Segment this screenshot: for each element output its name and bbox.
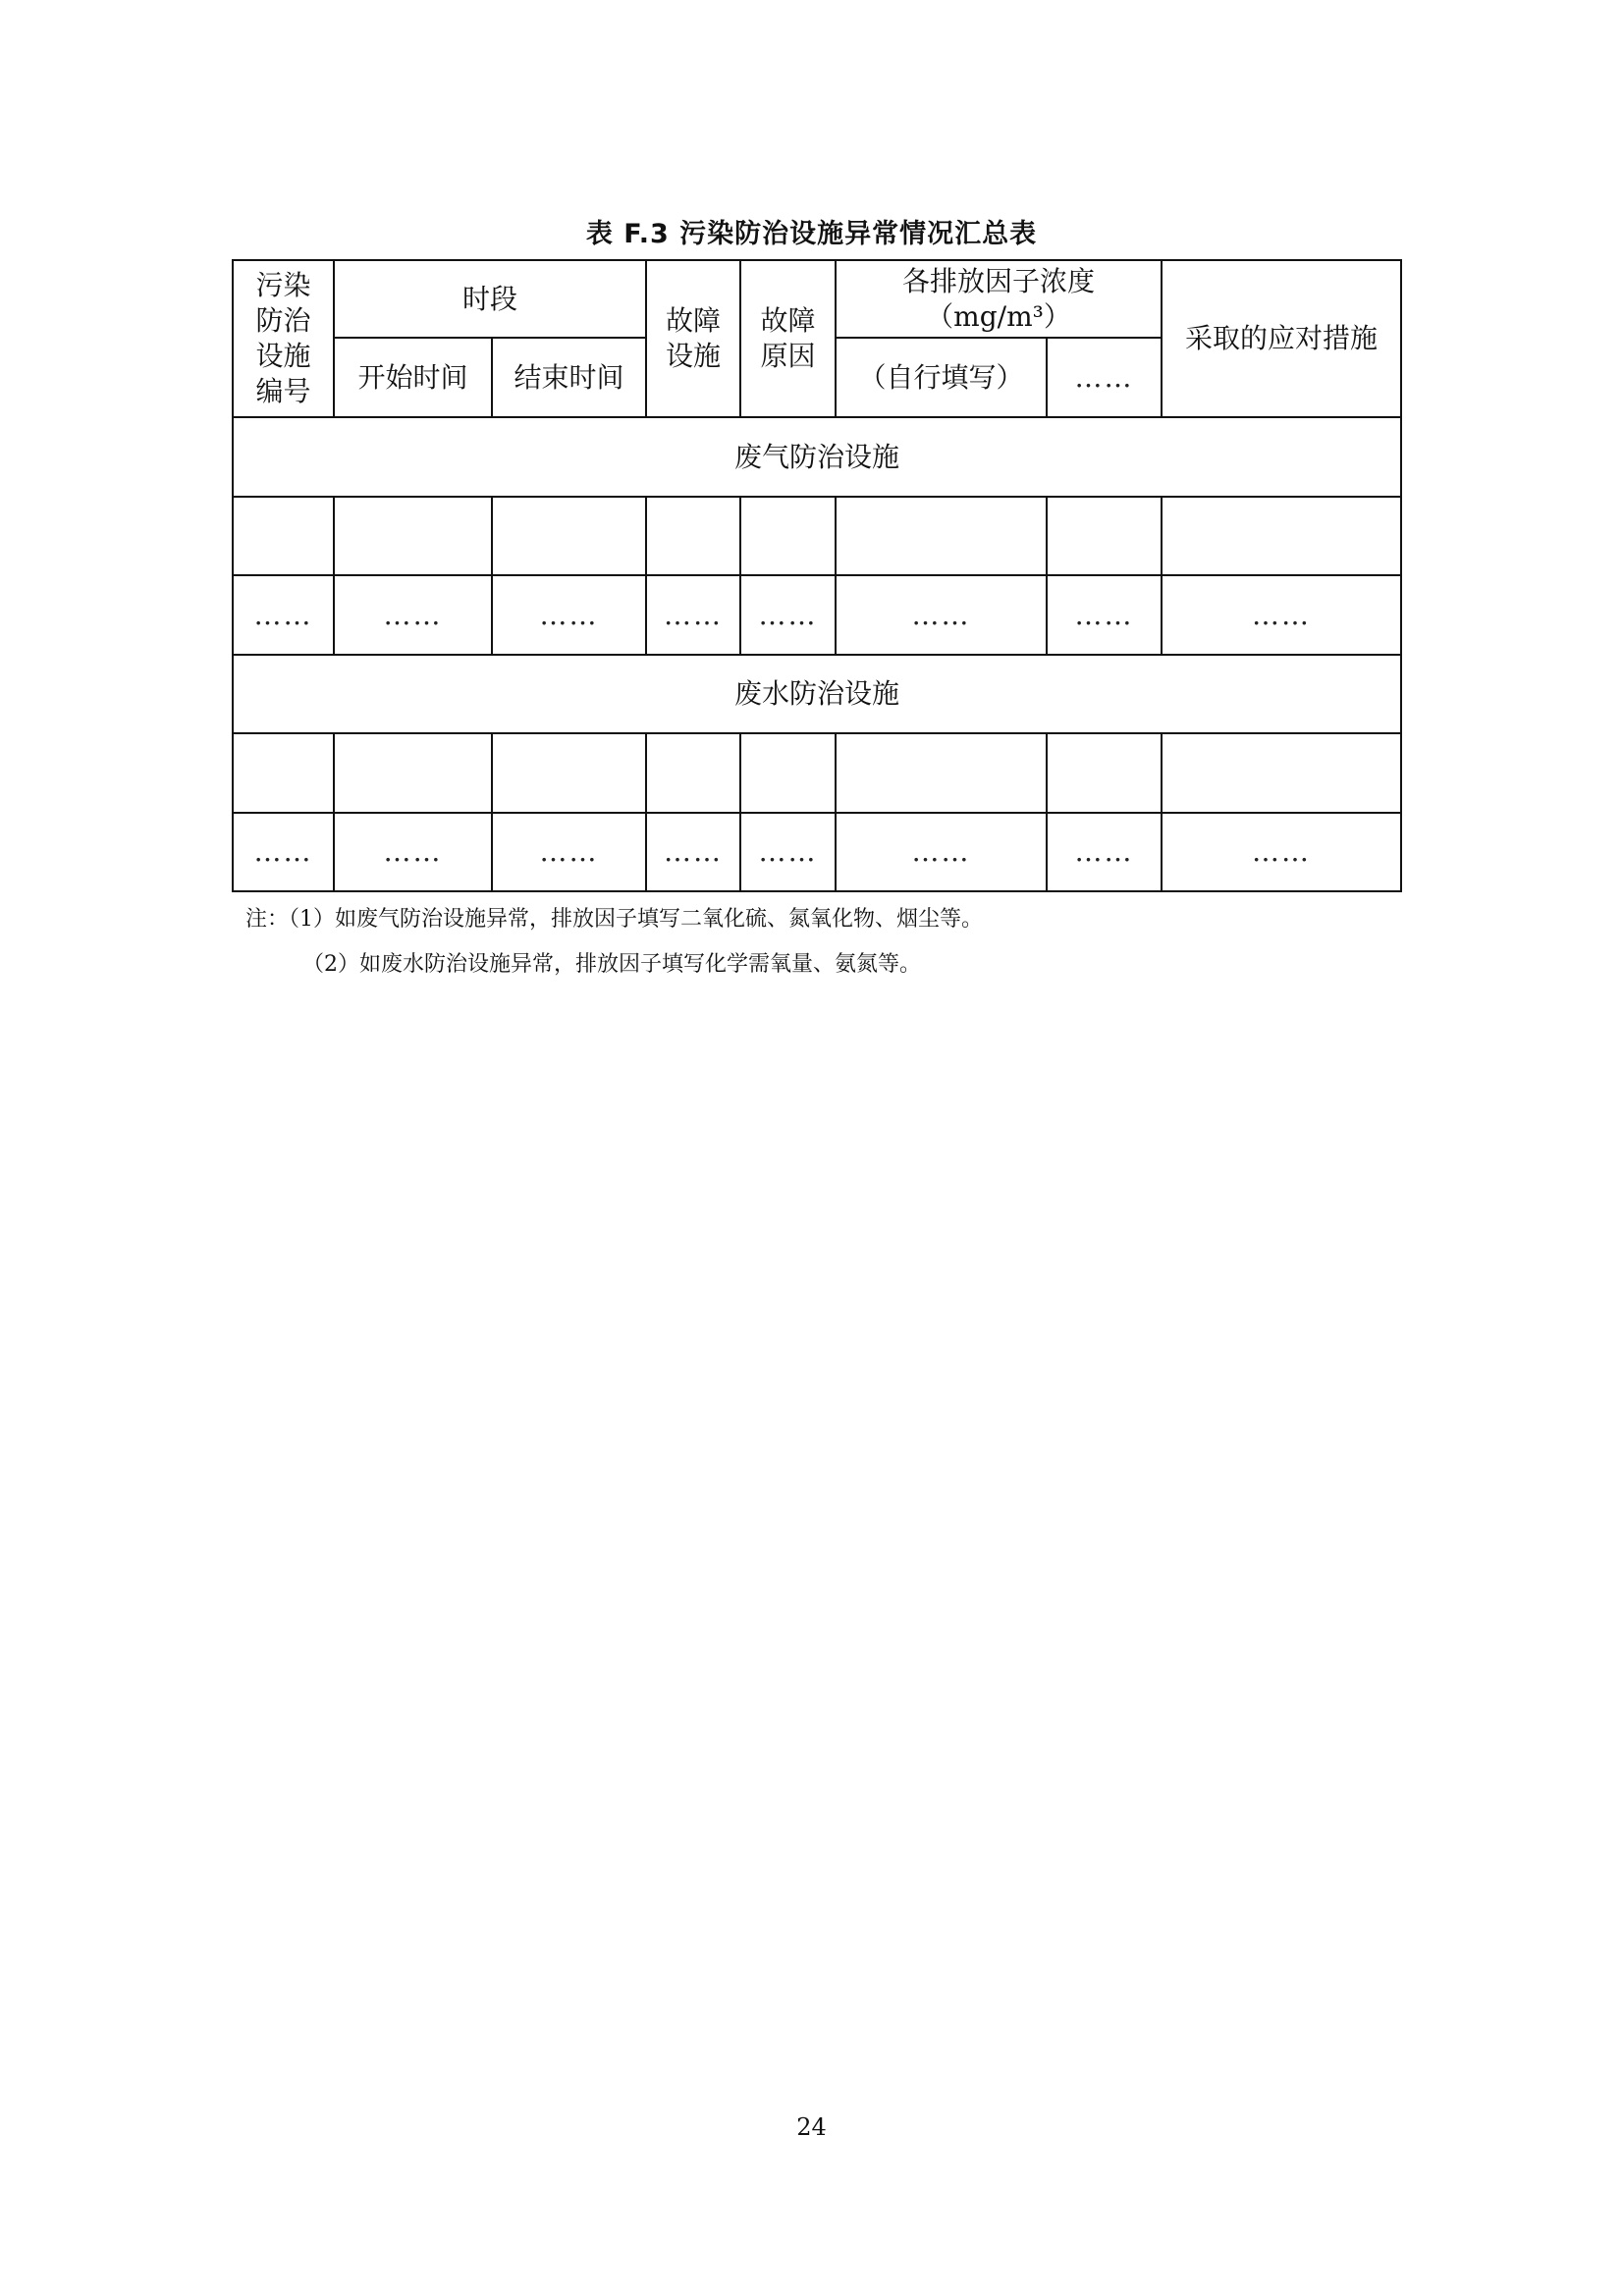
filler-cell: ……	[233, 813, 334, 891]
header-self-fill: （自行填写）	[836, 338, 1047, 417]
header-fault-cause: 故障 原因	[740, 260, 836, 417]
header-concentration: 各排放因子浓度 （mg/m³）	[836, 260, 1162, 338]
table-row-empty	[233, 497, 1401, 575]
header-period: 时段	[334, 260, 646, 338]
header-more: ……	[1047, 338, 1162, 417]
header-start-time: 开始时间	[334, 338, 492, 417]
table-row-filler	[233, 575, 1401, 655]
header-end-time: 结束时间	[492, 338, 646, 417]
section-title-waste-water: 废水防治设施	[233, 655, 1401, 733]
filler-cell: ……	[1162, 575, 1401, 655]
table-row-filler	[233, 813, 1401, 891]
filler-cell: ……	[646, 813, 740, 891]
filler-cell: ……	[492, 813, 646, 891]
filler-cell: ……	[740, 575, 836, 655]
filler-cell: ……	[492, 575, 646, 655]
note-2: （2）如废水防治设施异常，排放因子填写化学需氧量、氨氮等。	[302, 952, 921, 977]
section-title-waste-gas: 废气防治设施	[233, 417, 1401, 497]
filler-cell: ……	[1047, 813, 1162, 891]
filler-cell: ……	[233, 575, 334, 655]
page-number: 24	[796, 2113, 827, 2141]
filler-cell: ……	[334, 575, 492, 655]
note-1: 注：（1）如废气防治设施异常，排放因子填写二氧化硫、氮氧化物、烟尘等。	[245, 907, 983, 932]
table-row-empty	[233, 733, 1401, 813]
filler-cell: ……	[836, 813, 1047, 891]
filler-cell: ……	[646, 575, 740, 655]
header-measures: 采取的应对措施	[1162, 260, 1401, 417]
header-fault-facility: 故障 设施	[646, 260, 740, 417]
filler-cell: ……	[1047, 575, 1162, 655]
filler-cell: ……	[1162, 813, 1401, 891]
abnormal-situation-table	[232, 259, 1402, 892]
header-facility-id: 污染 防治 设施 编号	[233, 260, 334, 417]
filler-cell: ……	[836, 575, 1047, 655]
filler-cell: ……	[334, 813, 492, 891]
table-title: 表 F.3 污染防治设施异常情况汇总表	[585, 219, 1038, 249]
table-notes	[245, 897, 983, 988]
filler-cell: ……	[740, 813, 836, 891]
